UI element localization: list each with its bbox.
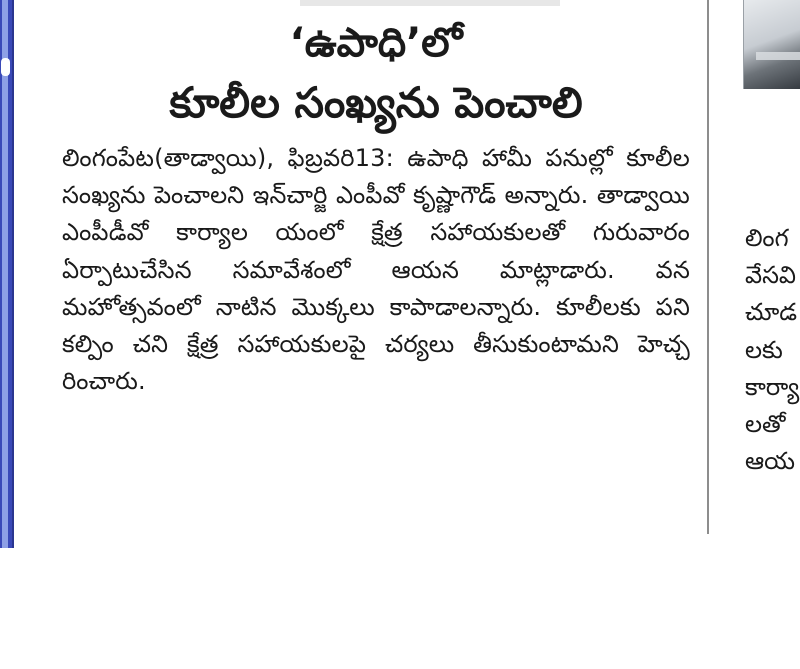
left-edge-marker [1, 58, 10, 76]
column-divider [707, 0, 709, 534]
adjacent-text-line: చూడ [745, 298, 798, 327]
left-edge-strip [0, 0, 14, 548]
cropped-text-top [300, 0, 560, 6]
photo-detail [756, 52, 800, 60]
article-headline-line1: ‘ఉపాధి’లో [289, 20, 463, 66]
adjacent-text-line: కార్యా [745, 372, 800, 401]
adjacent-text-line: ఆయ [745, 447, 796, 476]
adjacent-text-line: లకు [745, 335, 783, 364]
article-body: లింగంపేట(తాడ్వాయి), ఫిబ్రవరి13: ఉపాధి హామీ పనుల్లో కూలీల సంఖ్యను పెంచాలని ఇన్‌చార్జి ఎంపీవో కృష్ణాగౌడ్‌ అన్నారు. తాడ్వాయి ఎంపీడీవో కార్యాల యంలో క్షేత్ర సహాయకులతో గురువారం ఏర్పాటుచేసిన సమావేశంలో ఆయన మాట్లాడారు. వన మహోత్సవంలో నాటిన మొక్కలు కాపాడాలన్నారు. కూలీలకు పని కల్పిం చని క్షేత్ర సహాయకులపై చర్యలు తీసుకుంటామని హెచ్చ రించారు. [62, 144, 690, 396]
article-headline-line2: కూలీల సంఖ్యను పెంచాలి [169, 78, 583, 127]
adjacent-text-line: లతో [745, 410, 786, 439]
left-edge-strip-inner [2, 0, 8, 548]
news-article [60, 18, 692, 400]
adjacent-text-line: లింగ [745, 224, 789, 252]
adjacent-article-text [745, 220, 800, 480]
adjacent-article-photo [743, 0, 800, 89]
adjacent-text-line: వేసవి [745, 261, 796, 290]
